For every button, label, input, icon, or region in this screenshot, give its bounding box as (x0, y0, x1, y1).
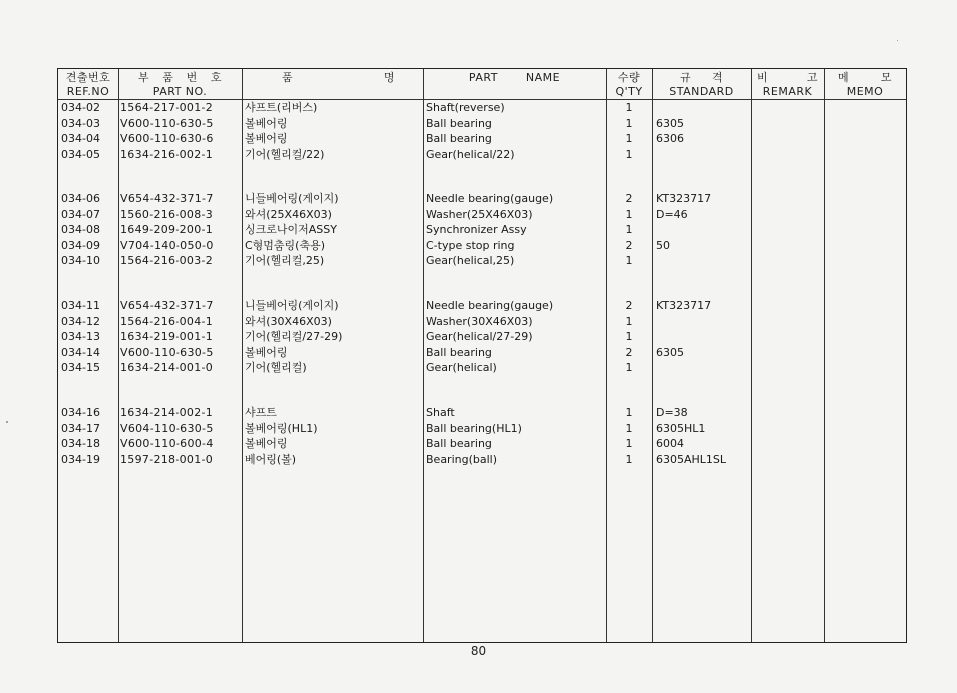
english-name-cell: Ball bearing (426, 437, 492, 451)
standard-cell: D=38 (656, 406, 688, 420)
header-qty-en: Q'TY (615, 85, 643, 98)
part-no-cell: V600-110-630-5 (120, 345, 214, 359)
korean-name-cell: 볼베어링 (245, 132, 288, 145)
korean-name-cell: 베어링(볼) (245, 452, 297, 466)
part-no-cell: 1564-217-001-2 (120, 101, 214, 114)
table-row (58, 147, 906, 163)
quantity-cell: 1 (625, 101, 633, 114)
part-no-cell: V704-140-050-0 (120, 238, 214, 252)
table-row (58, 436, 906, 452)
standard-cell: 6306 (656, 132, 684, 145)
korean-name-cell: 볼베어링 (245, 116, 288, 130)
quantity-cell: 1 (625, 437, 633, 451)
ref-no-cell: 034-19 (61, 452, 100, 466)
header-remark-en: REMARK (762, 85, 813, 98)
korean-name-cell: 기어(헬리컬/27-29) (245, 330, 343, 344)
english-name-cell: Needle bearing(gauge) (426, 192, 554, 206)
part-no-cell: 1649-209-200-1 (120, 223, 214, 237)
standard-cell: 6305 (656, 116, 684, 130)
english-name-cell: Gear(helical/27-29) (426, 330, 533, 344)
table-row (58, 100, 906, 116)
quantity-cell: 1 (625, 406, 633, 420)
header-ref-en: REF.NO (66, 85, 110, 98)
part-no-cell: V654-432-371-7 (120, 299, 214, 313)
korean-name-cell: 볼베어링 (245, 437, 288, 451)
english-name-cell: Ball bearing (426, 132, 492, 145)
quantity-cell: 1 (625, 361, 633, 375)
part-no-cell: V600-110-630-5 (120, 116, 214, 130)
korean-name-cell: 싱크로나이저ASSY (245, 223, 337, 237)
table-row (58, 222, 906, 238)
ref-no-cell: 034-11 (61, 299, 100, 313)
header-name-en: PART NAME (468, 71, 561, 84)
korean-name-cell: 볼베어링(HL1) (245, 421, 318, 435)
scan-speck (897, 40, 898, 41)
header-part (118, 71, 242, 99)
header-ref (58, 71, 118, 99)
ref-no-cell: 034-17 (61, 421, 100, 435)
table-row (58, 314, 906, 330)
korean-name-cell: 와셔(25X46X03) (245, 207, 332, 221)
quantity-cell: 1 (625, 421, 633, 435)
standard-cell: 6305AHL1SL (656, 452, 727, 466)
english-name-cell: Shaft(reverse) (426, 101, 505, 114)
ref-no-cell: 034-06 (61, 192, 100, 206)
part-no-cell: 1564-216-004-1 (120, 314, 214, 328)
scan-speck (6, 421, 8, 423)
header-part-en: PART NO. (152, 85, 208, 98)
quantity-cell: 1 (625, 254, 633, 268)
header-memo (824, 71, 906, 99)
quantity-cell: 1 (625, 147, 633, 161)
table-row (58, 298, 906, 314)
part-no-cell: V600-110-630-6 (120, 132, 214, 145)
table-row (58, 116, 906, 132)
ref-no-cell: 034-04 (61, 132, 100, 145)
table-row (58, 253, 906, 269)
part-no-cell: V604-110-630-5 (120, 421, 214, 435)
korean-name-cell: 기어(헬리컬/22) (245, 147, 325, 161)
english-name-cell: Gear(helical) (426, 361, 497, 375)
table-row (58, 207, 906, 223)
standard-cell: 50 (656, 238, 670, 252)
quantity-cell: 2 (625, 192, 633, 206)
standard-cell: D=46 (656, 207, 688, 221)
english-name-cell: Gear(helical/22) (426, 147, 515, 161)
part-no-cell: V600-110-600-4 (120, 437, 214, 451)
ref-no-cell: 034-07 (61, 207, 100, 221)
english-name-cell: Ball bearing (426, 345, 492, 359)
english-name-cell: Washer(25X46X03) (426, 207, 533, 221)
ref-no-cell: 034-14 (61, 345, 100, 359)
quantity-cell: 1 (625, 452, 633, 466)
page-number: 80 (470, 644, 487, 658)
quantity-cell: 1 (625, 314, 633, 328)
quantity-cell: 1 (625, 207, 633, 221)
ref-no-cell: 034-16 (61, 406, 100, 420)
part-no-cell: 1634-219-001-1 (120, 330, 214, 344)
korean-name-cell: 니들베어링(게이지) (245, 192, 339, 206)
part-no-cell: 1634-214-002-1 (120, 406, 214, 420)
table-row (58, 452, 906, 468)
header-standard-en: STANDARD (669, 85, 734, 98)
ref-no-cell: 034-08 (61, 223, 100, 237)
header-standard (652, 71, 751, 99)
quantity-cell: 2 (625, 238, 633, 252)
ref-no-cell: 034-13 (61, 330, 100, 344)
header-standard-ko: 규 격 (680, 71, 723, 84)
english-name-cell: Washer(30X46X03) (426, 314, 533, 328)
korean-name-cell: 니들베어링(게이지) (245, 299, 339, 313)
header-qty (606, 71, 652, 99)
table-row (58, 421, 906, 437)
ref-no-cell: 034-09 (61, 238, 100, 252)
english-name-cell: C-type stop ring (426, 238, 515, 252)
header-remark (751, 71, 824, 99)
quantity-cell: 1 (625, 223, 633, 237)
korean-name-cell: 샤프트 (245, 406, 277, 420)
part-no-cell: 1560-216-008-3 (120, 207, 214, 221)
header-part-ko: 부 품 번 호 (138, 71, 222, 84)
standard-cell: 6004 (656, 437, 684, 451)
ref-no-cell: 034-15 (61, 361, 100, 375)
table-row (58, 329, 906, 345)
header-qty-ko: 수량 (617, 71, 641, 84)
header-remark-ko: 비 고 (757, 71, 818, 84)
header-ref-ko: 견출번호 (65, 71, 111, 84)
table-row (58, 238, 906, 254)
ref-no-cell: 034-18 (61, 437, 100, 451)
header-memo-en: MEMO (846, 85, 884, 98)
ref-no-cell: 034-02 (61, 101, 100, 114)
quantity-cell: 1 (625, 330, 633, 344)
quantity-cell: 2 (625, 299, 633, 313)
standard-cell: 6305 (656, 345, 684, 359)
korean-name-cell: 볼베어링 (245, 345, 288, 359)
quantity-cell: 1 (625, 116, 633, 130)
standard-cell: 6305HL1 (656, 421, 706, 435)
part-no-cell: 1634-216-002-1 (120, 147, 214, 161)
ref-no-cell: 034-03 (61, 116, 100, 130)
english-name-cell: Ball bearing (426, 116, 492, 130)
part-no-cell: V654-432-371-7 (120, 192, 214, 206)
parts-table (57, 68, 907, 643)
table-row (58, 345, 906, 361)
ref-no-cell: 034-05 (61, 147, 100, 161)
ref-no-cell: 034-12 (61, 314, 100, 328)
table-row (58, 191, 906, 207)
part-no-cell: 1634-214-001-0 (120, 361, 214, 375)
part-no-cell: 1564-216-003-2 (120, 254, 214, 268)
table-row (58, 405, 906, 421)
english-name-cell: Synchronizer Assy (426, 223, 527, 237)
english-name-cell: Shaft (426, 406, 455, 420)
korean-name-cell: 샤프트(리버스) (245, 101, 318, 114)
standard-cell: KT323717 (656, 192, 712, 206)
table-row (58, 360, 906, 376)
part-no-cell: 1597-218-001-0 (120, 452, 214, 466)
table-row (58, 131, 906, 147)
quantity-cell: 2 (625, 345, 633, 359)
korean-name-cell: 기어(헬리컬,25) (245, 254, 325, 268)
quantity-cell: 1 (625, 132, 633, 145)
ref-no-cell: 034-10 (61, 254, 100, 268)
korean-name-cell: 기어(헬리컬) (245, 361, 307, 375)
header-name-ko: 품 명 (282, 71, 395, 84)
english-name-cell: Gear(helical,25) (426, 254, 515, 268)
header-memo-ko: 메 모 (838, 71, 892, 84)
english-name-cell: Ball bearing(HL1) (426, 421, 522, 435)
korean-name-cell: C형멈춤링(축용) (245, 238, 326, 252)
english-name-cell: Needle bearing(gauge) (426, 299, 554, 313)
korean-name-cell: 와셔(30X46X03) (245, 314, 332, 328)
standard-cell: KT323717 (656, 299, 712, 313)
english-name-cell: Bearing(ball) (426, 452, 498, 466)
